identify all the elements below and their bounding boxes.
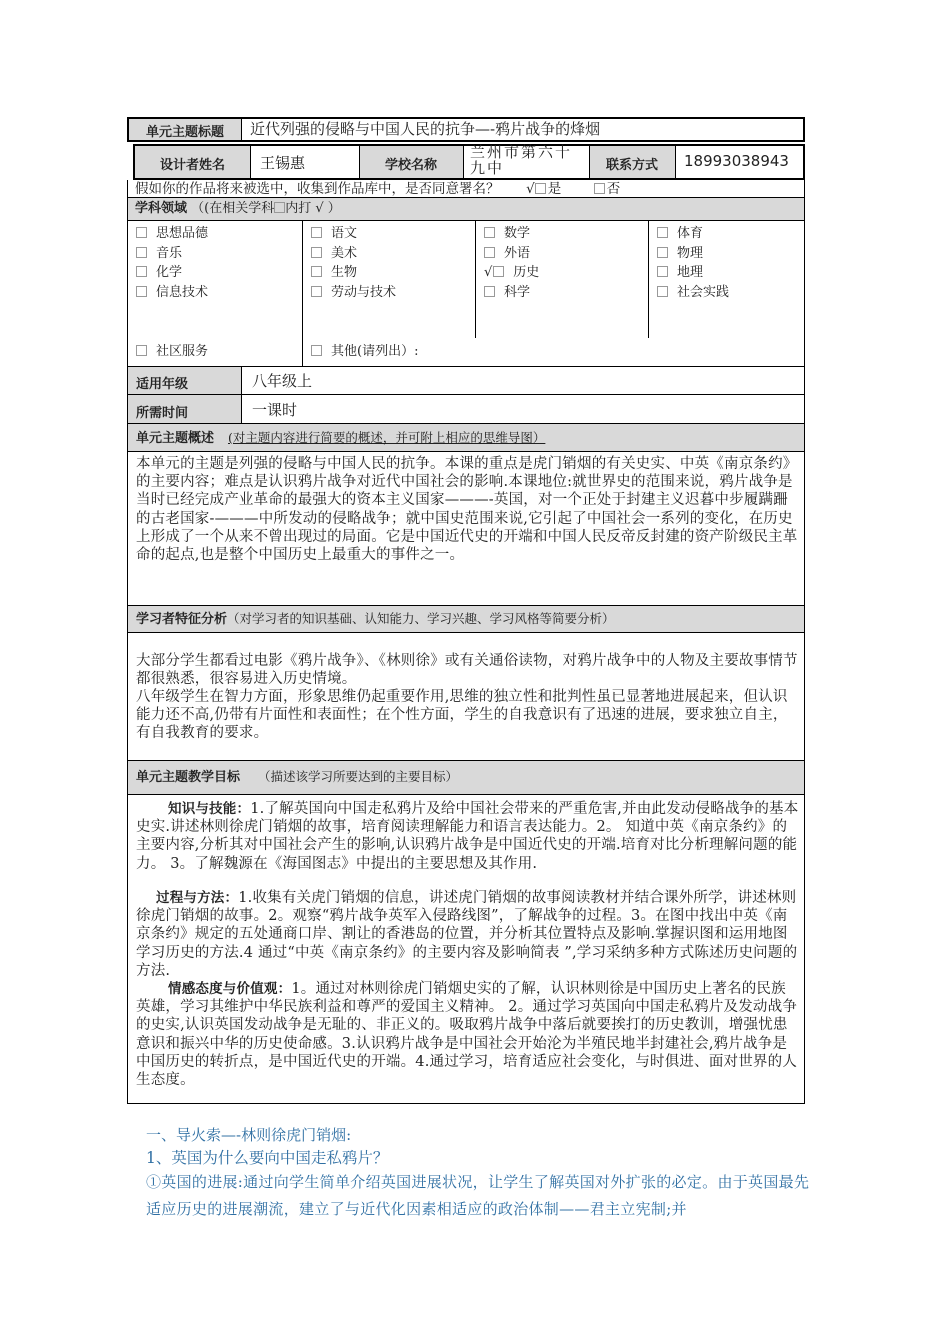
subject-item[interactable]: 化学: [136, 263, 208, 283]
checkbox[interactable]: [136, 247, 147, 258]
consent-no-checkbox[interactable]: [594, 183, 605, 194]
checkbox[interactable]: [311, 266, 322, 277]
checkbox[interactable]: [484, 286, 495, 297]
subject-item[interactable]: 数学: [484, 224, 539, 244]
subject-item[interactable]: 美术: [311, 244, 396, 264]
goals-emotion-title: 情感态度与价值观：: [168, 981, 292, 997]
consent-no-label: 否: [606, 181, 621, 197]
subjects-hint: （(在相关学科: [191, 201, 275, 216]
subjects-col-4: [657, 224, 729, 302]
checkbox[interactable]: [484, 227, 495, 238]
subjects-col-1: [136, 224, 208, 302]
checkbox[interactable]: [657, 286, 668, 297]
checkbox[interactable]: [657, 227, 668, 238]
goals-header: [136, 768, 458, 787]
consent-yes-label: 是: [547, 181, 562, 197]
subject-other[interactable]: 其他(请列出）:: [311, 342, 418, 362]
outline-paragraph: ①英国的进展:通过向学生简单介绍英国进展状况，让学生了解英国对外扩张的必定。由于英国最先适应历史的进展潮流，建立了与近代化因素相适应的政治体制——君主立宪制;并: [146, 1173, 810, 1218]
learners-p2: 八年级学生在智力方面，形象思维仍起重要作用,思维的独立性和批判性虽已显著地进展起来，但认识能力还不高,仍带有片面性和表面性；在个性方面，学生的自我意识有了迅速的进展，要求独立自主，有自我教育的要求。: [136, 689, 788, 742]
subject-item[interactable]: 音乐: [136, 244, 208, 264]
checkbox[interactable]: [311, 345, 322, 356]
designer-label: 设计者姓名: [159, 158, 225, 173]
goals-knowledge: [136, 800, 799, 873]
goals-knowledge-text: 1.了解英国向中国走私鸦片及给中国社会带来的严重危害,并由此发动侵略战争的基本史实.讲述林则徐虎门销烟的故事，培育阅读理解能力和语言表达能力。2。 知道中英《南京条约》的主要内容,分析其对中国社会产生的影响,认识鸦片战争是中国近代史的开端.培育对比分析理解问题的能力。 3。了解魏源在《海国图志》中提出的主要思想及其作用.: [136, 801, 799, 872]
goals-label: 单元主题教学目标: [136, 770, 241, 785]
learners-p1: 大部分学生都看过电影《鸦片战争》、《林则徐》或有关通俗读物，对鸦片战争中的人物及主要故事情节都很熟悉，很容易进入历史情境。: [136, 653, 798, 688]
subjects-hint-box: [274, 202, 285, 213]
checkbox[interactable]: [657, 266, 668, 277]
overview-header: [136, 429, 545, 448]
subjects-title: 学科领域: [135, 201, 188, 216]
grade-label: 适用年级: [136, 377, 189, 392]
goals-hint: （描述该学习所要达到的主要目标）: [257, 769, 458, 784]
goals-knowledge-title: 知识与技能：: [168, 801, 251, 817]
subject-item[interactable]: 信息技术: [136, 283, 208, 303]
learners-header: [136, 610, 615, 629]
subjects-col-3: [484, 224, 539, 302]
consent-yes-checkbox[interactable]: [535, 183, 546, 194]
checkbox[interactable]: [657, 247, 668, 258]
overview-label: 单元主题概述: [136, 431, 215, 446]
subject-item[interactable]: 地理: [657, 263, 729, 283]
theme-label: 单元主题标题: [145, 125, 224, 140]
goals-process: [136, 889, 799, 980]
time-label: 所需时间: [136, 406, 189, 421]
overview-text: 本单元的主题是列强的侵略与中国人民的抗争。本课的重点是虎门销烟的有关史实、中英《南京条约》的主要内容；难点是认识鸦片战争对近代中国社会的影响.本课地位:就世界史的范围来说，鸦片战争是当时已经完成产业革命的最强大的资本主义国家———-英国，对一个正处于封建主义迟暮中步履蹒跚的古老国家-———中所发动的侵略战争；就中国史范围来说,它引起了中国社会一系列的变化，在历史上形成了一个从来不曾出现过的局面。它是中国近代史的开端和中国人民反帝反封建的资产阶级民主革命的起点,也是整个中国历史上最重大的事件之一。: [136, 456, 798, 564]
subject-item[interactable]: 思想品德: [136, 224, 208, 244]
consent-row: [135, 180, 795, 198]
school-value: 兰州市第六十九中: [470, 143, 573, 177]
subject-item[interactable]: 外语: [484, 244, 539, 264]
subject-item[interactable]: 物理: [657, 244, 729, 264]
checkbox-checked[interactable]: [493, 266, 504, 277]
time-value: 一课时: [252, 401, 298, 419]
consent-yes-mark: √: [526, 181, 535, 197]
checkbox[interactable]: [484, 247, 495, 258]
subject-item-checked[interactable]: √ 历史: [484, 265, 540, 280]
goals-emotion: [136, 980, 799, 1089]
goals-emotion-text: 1。通过对林则徐虎门销烟史实的了解，认识林则徐是中国历史上著名的民族英雄，学习其维护中华民族利益和尊严的爱国主义精神。 2。通过学习英国向中国走私鸦片及发动战争的史实,认识英国发动战争是无耻的、非正义的。吸取鸦片战争中落后就要挨打的历史教训，增强忧患意识和振兴中华的历史使命感。3.认识鸦片战争是中国社会开始沦为半殖民地半封建社会,鸦片战争是中国历史的转折点，是中国近代史的开端。4.通过学习，培育适应社会变化，与时俱进、面对世界的人生态度。: [136, 981, 798, 1089]
checkbox[interactable]: [311, 247, 322, 258]
subject-item[interactable]: 社会实践: [657, 283, 729, 303]
subject-item[interactable]: 劳动与技术: [311, 283, 396, 303]
subject-item[interactable]: 生物: [311, 263, 396, 283]
subject-item[interactable]: 科学: [484, 283, 539, 303]
goals-process-title: 过程与方法：: [156, 890, 239, 906]
learners-hint: （对学习者的知识基础、认知能力、学习兴趣、学习风格等简要分析）: [227, 611, 615, 626]
grade-value: 八年级上: [252, 372, 313, 390]
checkbox[interactable]: [136, 286, 147, 297]
contact-label: 联系方式: [605, 158, 658, 173]
subjects-hint-tail: 内打 √ ）: [285, 201, 341, 216]
goals-process-text: 1.收集有关虎门销烟的信息，讲述虎门销烟的故事阅读教材并结合课外所学，讲述林则徐虎门销烟的故事。2。观察“鸦片战争英军入侵路线图”，了解战争的过程。3。在图中找出中英《南京条约》规定的五处通商口岸、割让的香港岛的位置，并分析其位置特点及影响.掌握识图和运用地图学习历史的方法.4 通过“中英《南京条约》的主要内容及影响简表 ”,学习采纳多种方式陈述历史问题的方法.: [136, 890, 798, 979]
checkbox[interactable]: [311, 286, 322, 297]
checkbox[interactable]: [136, 227, 147, 238]
subject-item[interactable]: 语文: [311, 224, 396, 244]
school-label: 学校名称: [384, 158, 437, 173]
overview-hint: (对主题内容进行简要的概述，并可附上相应的思维导图）: [227, 430, 546, 445]
checkbox[interactable]: [136, 266, 147, 277]
subjects-header: [135, 200, 341, 218]
theme-value: 近代列强的侵略与中国人民的抗争—-鸦片战争的烽烟: [250, 120, 601, 138]
checkbox[interactable]: [311, 227, 322, 238]
consent-question: 假如你的作品将来被选中，收集到作品库中，是否同意署名？: [135, 181, 500, 197]
designer-value: 王锡惠: [260, 154, 306, 172]
contact-value: 18993038943: [684, 152, 789, 170]
learners-label: 学习者特征分析: [136, 612, 228, 627]
outline-heading-1: 一、导火索—-林则徐虎门销烟:: [146, 1126, 352, 1144]
outline-heading-2: 1、英国为什么要向中国走私鸦片？: [146, 1149, 389, 1167]
subject-item[interactable]: 体育: [657, 224, 729, 244]
subjects-col-2: [311, 224, 396, 302]
subject-community[interactable]: 社区服务: [136, 342, 208, 362]
checkbox[interactable]: [136, 345, 147, 356]
